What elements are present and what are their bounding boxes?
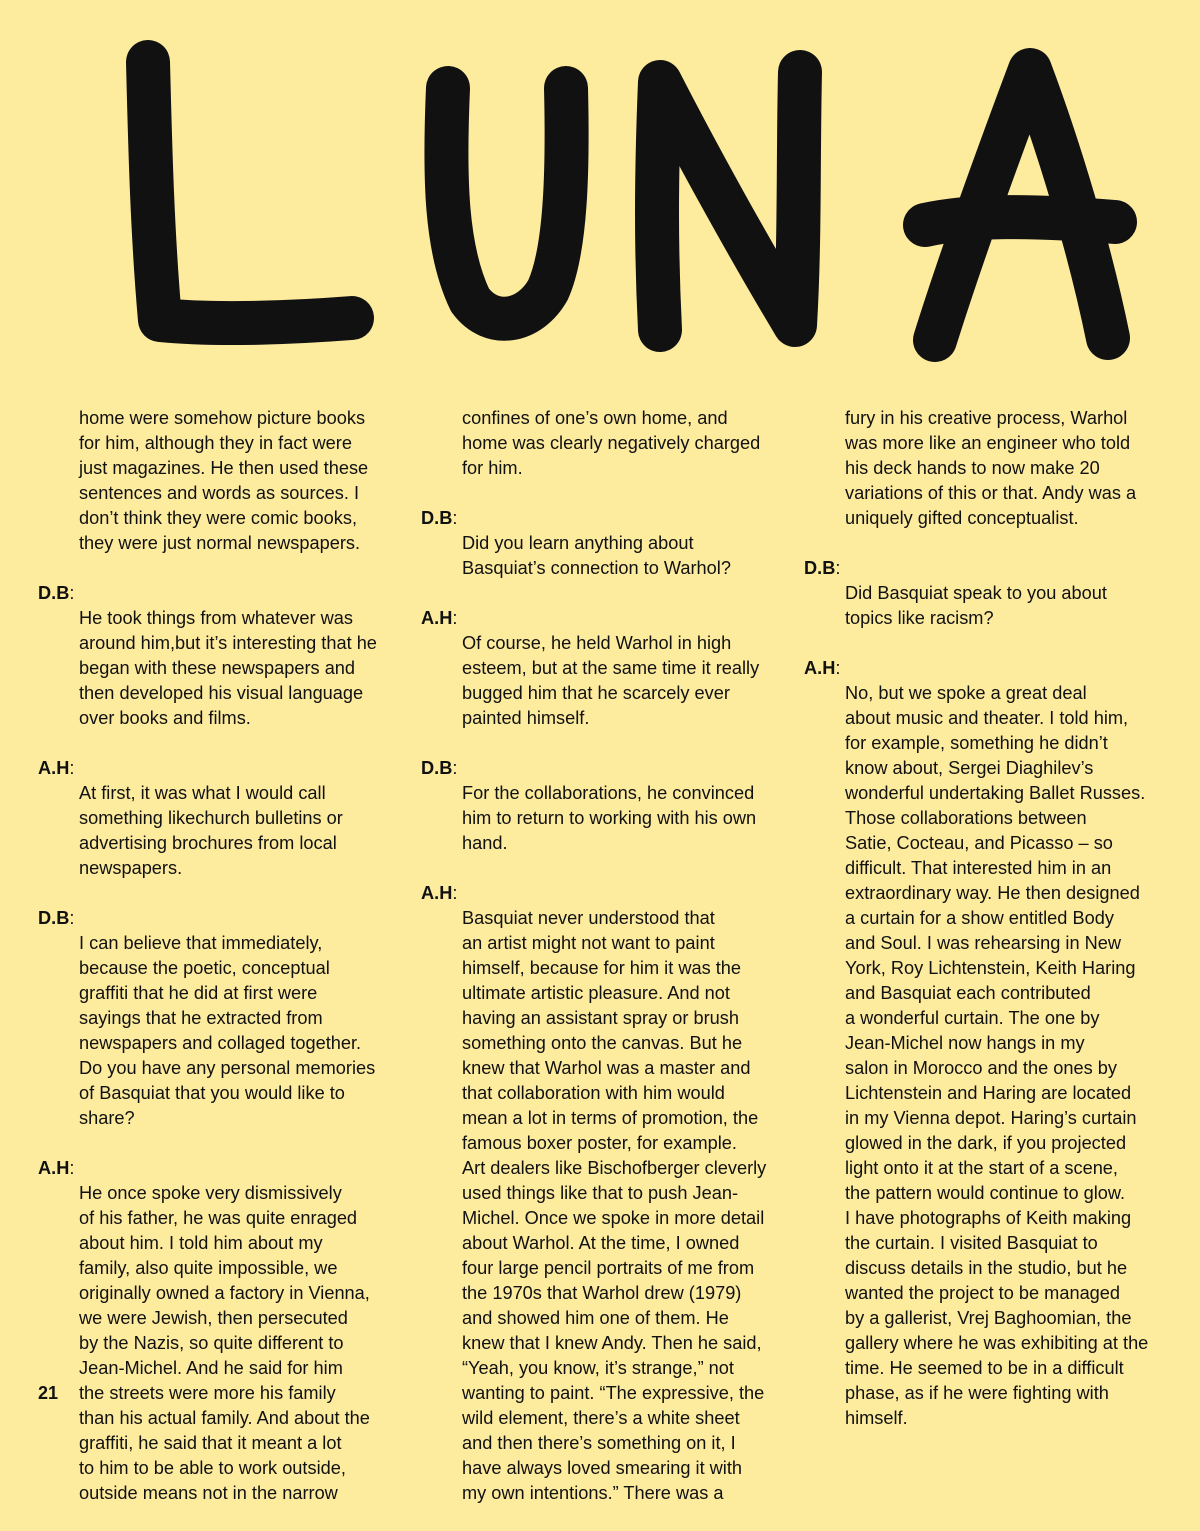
paragraph [421, 606, 786, 731]
paragraph-text: Did Basquiat speak to you about topics like racism? [845, 583, 1107, 628]
paragraph-text: At first, it was what I would call something likechurch bulletins or advertising brochures from local newspapers. [79, 783, 343, 878]
paragraph [421, 381, 786, 481]
paragraph-text: For the collaborations, he convinced him to return to working with his own hand. [462, 783, 757, 853]
speaker-label: D.B: [804, 558, 841, 578]
paragraph [38, 906, 398, 1131]
page-number: 21 [38, 1383, 59, 1403]
paragraph [421, 881, 786, 1506]
speaker-label: A.H: [38, 1158, 75, 1178]
paragraph [38, 756, 398, 881]
paragraph [804, 656, 1169, 1431]
paragraph-text: I can believe that immediately, because the poetic, conceptual graffiti that he did at first were sayings that he extracted from newspapers and collaged together. Do you have any personal memories of Basquiat that you would like to share? [79, 933, 376, 1128]
title-luna-logo [0, 0, 1200, 380]
paragraph [38, 381, 398, 556]
speaker-label: D.B: [38, 908, 75, 928]
paragraph-text: Of course, he held Warhol in high esteem, but at the same time it really bugged him that he scarcely ever painted himself. [462, 633, 760, 728]
paragraph [421, 756, 786, 856]
paragraph-text: fury in his creative process, Warhol was more like an engineer who told his deck hands to now make 20 variations of this or that. Andy was a uniquely gifted conceptualist. [845, 408, 1137, 528]
paragraph-text: He once spoke very dismissively of his father, he was quite enraged about him. I told him about my family, also quite impossible, we originally owned a factory in Vienna, we were Jewish, then persecuted by the Nazis, so quite different to Jean-Michel. And he said for him the streets were more his family than his actual family. And about the graffiti, he said that it meant a lot to him to be able to work outside, outside means not in the narrow [79, 1183, 370, 1503]
paragraph-text: He took things from whatever was around him,but it’s interesting that he began with these newspapers and then developed his visual language over books and films. [79, 608, 377, 728]
paragraph-text: home were somehow picture books for him, although they in fact were just magazines. He then used these sentences and words as sources. I don’t think they were comic books, they were just normal newspapers. [79, 408, 369, 553]
paragraph-text: No, but we spoke a great deal about music and theater. I told him, for example, something he didn’t know about, Sergei Diaghilev’s wonderful undertaking Ballet Russes. Those collaborations between Satie, Cocteau, and Picasso – so difficult. That interested him in an extraordinary way. He then designed a curtain for a show entitled Body and Soul. I was rehearsing in New York, Roy Lichtenstein, Keith Haring and Basquiat each contributed a wonderful curtain. The one by Jean-Michel now hangs in my salon in Morocco and the ones by Lichtenstein and Haring are located in my Vienna depot. Haring’s curtain glowed in the dark, if you projected light onto it at the start of a scene, the pattern would continue to glow. I have photographs of Keith making the curtain. I visited Basquiat to discuss details in the studio, but he wanted the project to be managed by a gallerist, Vrej Baghoomian, the gallery where he was exhibiting at the time. He seemed to be in a difficult phase, as if he were fighting with himself. [845, 683, 1149, 1428]
speaker-label: A.H: [421, 608, 458, 628]
speaker-label: A.H: [804, 658, 841, 678]
paragraph [804, 381, 1169, 531]
speaker-label: D.B: [421, 758, 458, 778]
speaker-label: A.H: [38, 758, 75, 778]
speaker-label: D.B: [421, 508, 458, 528]
paragraph [421, 506, 786, 581]
paragraph-text: Basquiat never understood that an artist might not want to paint himself, because for him it was the ultimate artistic pleasure. And not having an assistant spray or brush something onto the canvas. But he knew that Warhol was a master and that collaboration with him would mean a lot in terms of promotion, the famous boxer poster, for example. Art dealers like Bischofberger cleverly used things like that to push Jean- Michel. Once we spoke in more detail about Warhol. At the time, I owned four large pencil portraits of me from the 1970s that Warhol drew (1979) and showed him one of them. He knew that I knew Andy. Then he said, “Yeah, you know, it’s strange,” not wanting to paint. “The expressive, the wild element, there’s a white sheet and then there’s something on it, I have always loved smearing it with my own intentions.” There was a [462, 908, 767, 1503]
text-column-2 [421, 381, 786, 1531]
paragraph [38, 581, 398, 731]
paragraph-text: Did you learn anything about Basquiat’s connection to Warhol? [462, 533, 731, 578]
text-column-3 [804, 381, 1169, 1456]
paragraph [804, 556, 1169, 631]
speaker-label: A.H: [421, 883, 458, 903]
paragraph [38, 1156, 398, 1506]
speaker-label: D.B: [38, 583, 75, 603]
text-column-1 [38, 381, 398, 1531]
paragraph-text: confines of one’s own home, and home was clearly negatively charged for him. [462, 408, 761, 478]
